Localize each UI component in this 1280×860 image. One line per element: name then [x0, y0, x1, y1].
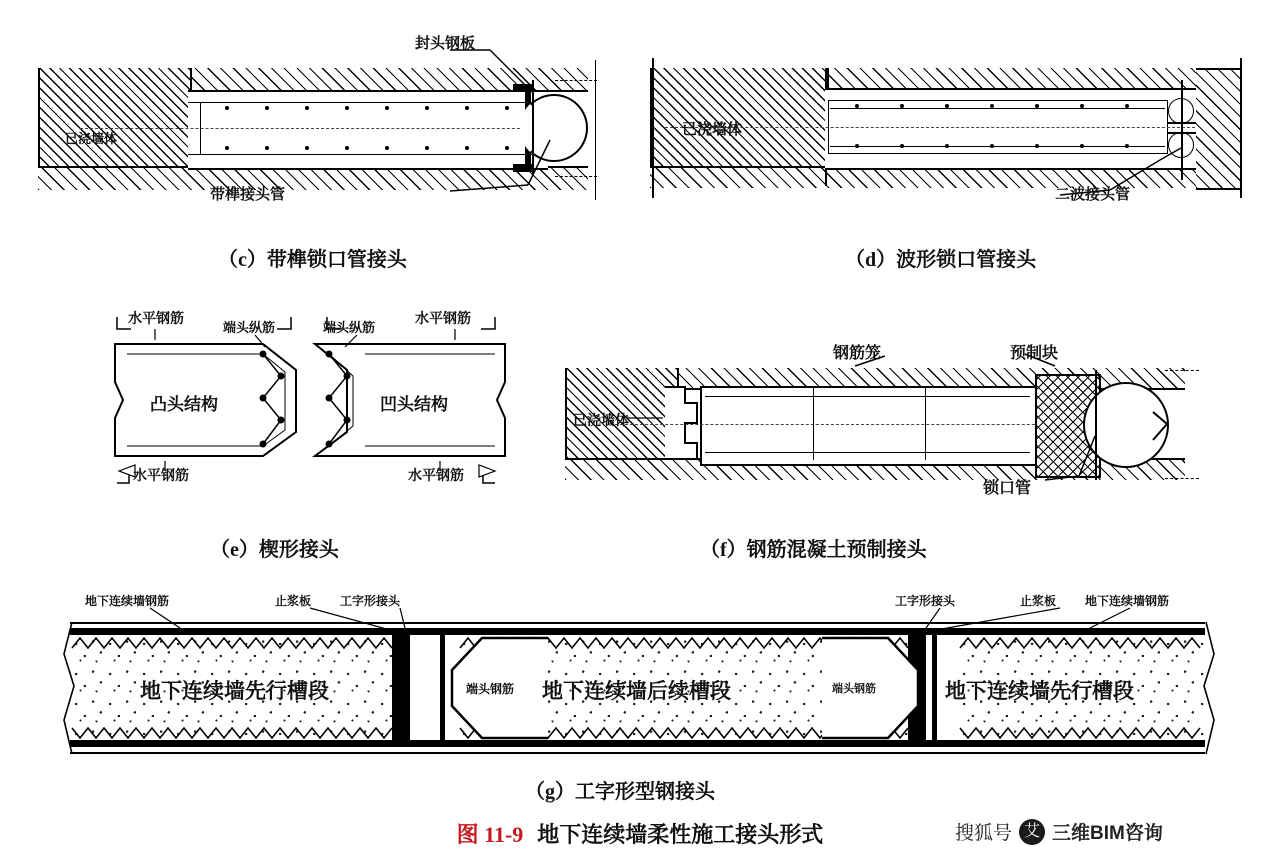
label-end-rebar-l: 端头纵筋: [223, 320, 276, 335]
label-poured-wall-d: 已浇墙体: [682, 121, 743, 138]
panel-g: [60, 580, 1220, 765]
label-poured-wall-f: 已浇墙体: [573, 412, 629, 428]
panel-d: [640, 20, 1260, 250]
watermark-name: 三维BIM咨询: [1052, 823, 1163, 844]
label-rebar-cage: 钢筋笼: [833, 345, 882, 362]
figure-title: 地下连续墙柔性施工接头形式: [537, 822, 824, 847]
label-end-rebar-left-g: 端头钢筋: [466, 682, 515, 696]
caption-d: （d）波形锁口管接头: [845, 249, 1037, 271]
label-concave-structure: 凹头结构: [380, 395, 448, 414]
label-precast-block: 预制块: [1010, 345, 1059, 362]
label-panel-middle-g: 地下连续墙后续槽段: [542, 679, 731, 703]
panel-f: [555, 330, 1205, 510]
label-wave-pipe: 二波接头管: [1055, 186, 1131, 203]
label-lock-pipe: 锁口管: [983, 480, 1032, 497]
figure-number: 图 11-9: [456, 822, 524, 847]
label-stop-grout-plate-left: 止浆板: [275, 594, 312, 608]
panel-e: [95, 295, 525, 510]
label-panel-left-g: 地下连续墙先行槽段: [140, 679, 329, 703]
caption-f: （f）钢筋混凝土预制接头: [700, 539, 927, 561]
label-poured-wall-c: 已浇墙体: [65, 131, 118, 146]
label-i-steel-joint-left: 工字形接头: [340, 594, 401, 608]
label-horizontal-rebar-tr: 水平钢筋: [415, 310, 471, 326]
label-i-steel-joint-right: 工字形接头: [895, 594, 956, 608]
panel-c: [20, 20, 620, 250]
label-end-rebar-right-g: 端头钢筋: [832, 683, 876, 695]
label-convex-structure: 凸头结构: [150, 395, 218, 414]
label-cap-plate: 封头钢板: [415, 35, 476, 52]
caption-e: （e）楔形接头: [210, 539, 339, 561]
label-horizontal-rebar-tl: 水平钢筋: [128, 310, 184, 326]
watermark-badge-icon: 艾: [1019, 819, 1045, 845]
label-horizontal-rebar-br: 水平钢筋: [408, 467, 464, 483]
label-tenon-pipe: 带榫接头管: [210, 186, 286, 203]
label-stop-grout-plate-right: 止浆板: [1020, 594, 1057, 608]
label-dwall-rebar-right: 地下连续墙钢筋: [1085, 594, 1170, 608]
label-dwall-rebar-left: 地下连续墙钢筋: [85, 594, 170, 608]
label-end-rebar-r: 端头纵筋: [323, 320, 376, 335]
caption-g: （g）工字形型钢接头: [525, 781, 715, 803]
watermark-prefix: 搜狐号: [955, 823, 1013, 844]
watermark: [955, 818, 1163, 845]
caption-c: （c）带榫锁口管接头: [218, 249, 407, 271]
label-horizontal-rebar-bl: 水平钢筋: [133, 467, 189, 483]
label-panel-right-g: 地下连续墙先行槽段: [945, 679, 1134, 703]
